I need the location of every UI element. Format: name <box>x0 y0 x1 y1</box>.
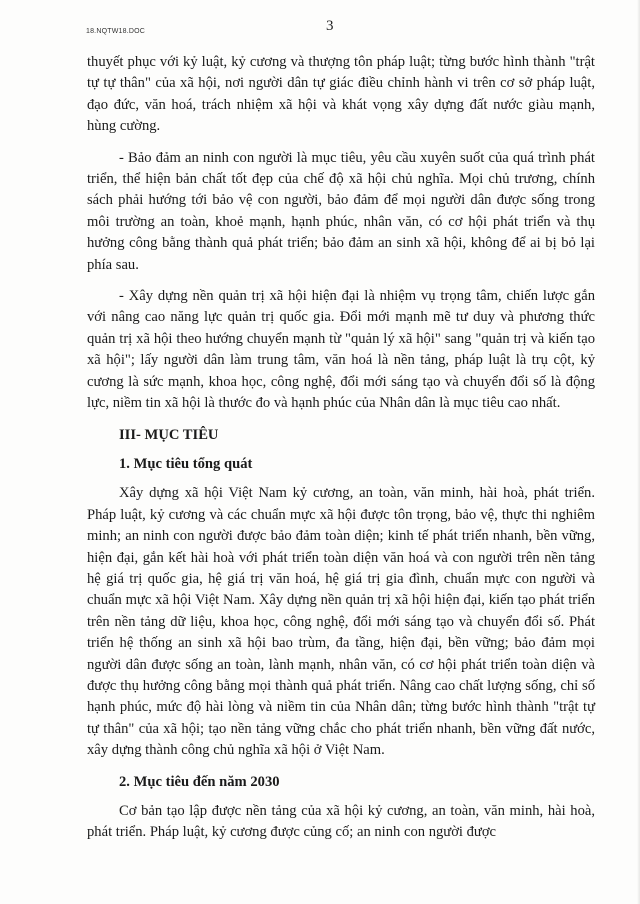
file-label: 18.NQTW18.DOC <box>86 28 145 35</box>
document-body <box>87 52 595 854</box>
paragraph-general-objective: Xây dựng xã hội Việt Nam kỷ cương, an toàn, văn minh, hài hoà, phát triển. Pháp luật, kỷ cương và các chuẩn mực xã hội được tôn trọng, bảo vệ, thực thi nghiêm minh; an ninh con người được bảo đảm toàn diện; kinh tế phát triển nhanh, bền vững, hiện đại, gắn kết hài hoà với phát triển toàn diện văn hoá và con người trên nền tảng hệ giá trị quốc gia, hệ giá trị văn hoá, hệ giá trị gia đình, chuẩn mực con người và chuẩn mực xã hội Việt Nam. Xây dựng nền quản trị xã hội hiện đại, kiến tạo phát triển trên nền tảng dữ liệu, khoa học, công nghệ, đổi mới sáng tạo và chuyển đổi số. Phát triển hệ thống an sinh xã hội bao trùm, đa tầng, hiện đại, bền vững; bảo đảm mọi người dân được sống an toàn, lành mạnh, nhân văn, có cơ hội phát triển toàn diện và được thụ hưởng công bằng mọi thành quả phát triển. Nâng cao chất lượng sống, chỉ số hạnh phúc, mức độ hài lòng và niềm tin của Nhân dân; từng bước hình thành "trật tự tự thân" của xã hội; tạo nền tảng vững chắc cho phát triển nhanh, bền vững đất nước, xây dựng thành công chủ nghĩa xã hội ở Việt Nam. <box>87 485 595 759</box>
paragraph-continuation: thuyết phục với kỷ luật, kỷ cương và thượng tôn pháp luật; từng bước hình thành "trật tự tự thân" của xã hội, nơi người dân tự giác điều chỉnh hành vi trên cơ sở pháp luật, đạo đức, văn hoá, trách nhiệm xã hội và khát vọng xây dựng đất nước giàu mạnh, hùng cường. <box>87 54 595 135</box>
paragraph-human-security: - Bảo đảm an ninh con người là mục tiêu, yêu cầu xuyên suốt của quá trình phát triển, thể hiện bản chất tốt đẹp của chế độ xã hội chủ nghĩa. Mọi chủ trương, chính sách phải hướng tới bảo vệ con người, bảo đảm để mọi người dân được sống trong môi trường an toàn, khoẻ mạnh, hạnh phúc, nhân văn, có cơ hội phát triển và thụ hưởng công bằng thành quả phát triển; bảo đảm an sinh xã hội, không để ai bị bỏ lại phía sau. <box>87 149 595 273</box>
subsection-heading-general-objective: 1. Mục tiêu tổng quát <box>119 455 253 472</box>
section-heading: III- MỤC TIÊU <box>119 426 219 443</box>
paragraph-social-governance: - Xây dựng nền quản trị xã hội hiện đại là nhiệm vụ trọng tâm, chiến lược gắn với nâng cao năng lực quản trị quốc gia. Đổi mới mạnh mẽ tư duy và phương thức quản trị xã hội theo hướng chuyển mạnh từ "quản lý xã hội" sang "quản trị và kiến tạo xã hội"; lấy người dân làm trung tâm, văn hoá là nền tảng, pháp luật là trụ cột, kỷ cương là sức mạnh, khoa học, công nghệ, đổi mới sáng tạo và chuyển đổi số là động lực, niềm tin xã hội là thước đo và hạnh phúc của Nhân dân là mục tiêu cao nhất. <box>87 288 595 412</box>
paragraph-2030-objective: Cơ bản tạo lập được nền tảng của xã hội kỷ cương, an toàn, văn minh, hài hoà, phát triển. Pháp luật, kỷ cương được củng cố; an ninh con người được <box>87 803 595 841</box>
subsection-heading-2030-objective: 2. Mục tiêu đến năm 2030 <box>119 773 280 790</box>
page-number: 3 <box>326 18 334 34</box>
